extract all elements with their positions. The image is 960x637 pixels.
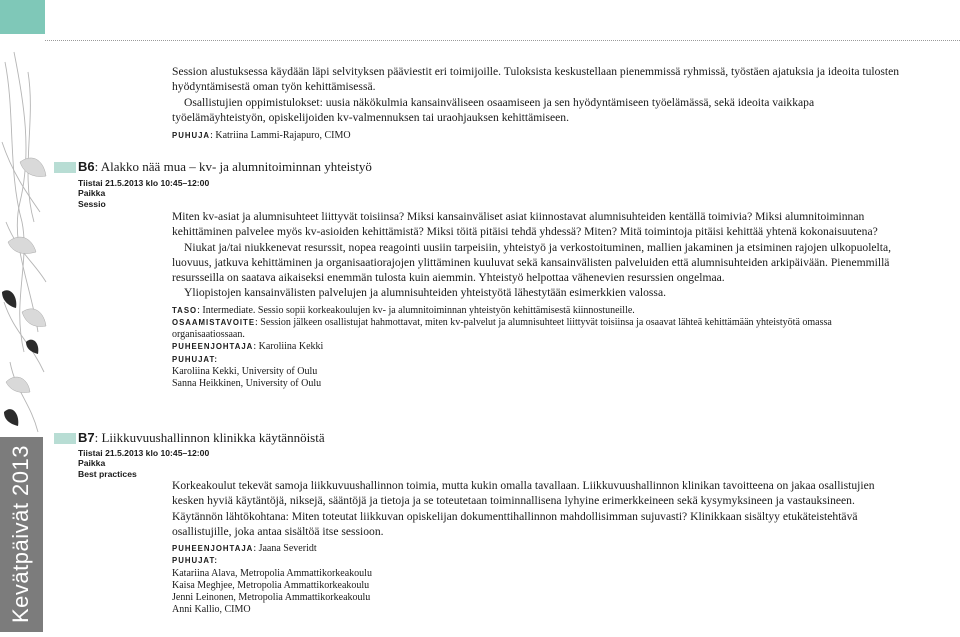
b6-type: Sessio xyxy=(78,198,106,209)
level-label: TASO xyxy=(172,305,198,315)
speaker-label: PUHUJA xyxy=(172,131,211,141)
intro-section xyxy=(172,64,900,142)
goals-label: OSAAMISTAVOITE xyxy=(172,317,256,327)
b7-meta xyxy=(78,448,209,479)
b7-place: Paikka xyxy=(78,458,106,469)
b7-speaker-3: Jenni Leinonen, Metropolia Ammattikorkeakoulu xyxy=(172,592,371,603)
top-divider xyxy=(45,40,960,41)
b6-speaker-1: Karoliina Kekki, University of Oulu xyxy=(172,365,318,377)
b6-title-text: : Alakko nää mua – kv- ja alumnitoiminnan yhteistyö xyxy=(94,159,372,174)
b6-content xyxy=(172,209,900,390)
b7-speaker-1: Katariina Alava, Metropolia Ammattikorkeakoulu xyxy=(172,567,372,579)
speaker-name: : Katriina Lammi-Rajapuro, CIMO xyxy=(210,130,351,142)
chair-name: : Karoliina Kekki xyxy=(253,341,324,353)
intro-paragraph-2: Osallistujien oppimistulokset: uusia näkökulmia kansainväliseen osaamiseen ja sen hyödyntämiseen työelämässä, sekä ideoita vaikkapa työelämäyhteistyön, opiskelijoiden kv-valmennuksen tai uraohjauksen kehittämiseen. xyxy=(172,95,815,124)
b7-title-text: : Liikkuvuushallinnon klinikka käytännöistä xyxy=(94,430,325,445)
b7-code: B7 xyxy=(78,430,95,445)
b6-speaker-2: Sanna Heikkinen, University of Oulu xyxy=(172,378,322,389)
b7-speaker-4: Anni Kallio, CIMO xyxy=(172,604,251,616)
b6-marker xyxy=(54,162,76,173)
b6-time: Tiistai 21.5.2013 klo 10:45–12:00 xyxy=(78,178,210,188)
b6-place: Paikka xyxy=(78,188,106,199)
level-text: : Intermediate. Sessio sopii korkeakoulujen kv- ja alumnitoiminnan yhteistyön kehittämisestä kiinnostuneille. xyxy=(197,304,635,316)
intro-paragraph-1: Session alustuksessa käydään läpi selvityksen pääviestit eri toimijoille. Tuloksista keskustellaan pienemmissä ryhmissä, työstäen ajatuksia ja ideoita tulosten hyödyntämisestä oman työn kehittämisessä. xyxy=(172,65,900,94)
goals-text: : Session jälkeen osallistujat hahmottavat, miten kv-palvelut ja alumnisuhteet liittyvät toisiinsa ja osaavat lähteä kehittämään yhteistyötä omassa organisaatiossaan. xyxy=(172,316,832,341)
b6-goals xyxy=(172,317,900,341)
sidebar-title: Kevätpäivät 2013 xyxy=(8,444,33,624)
b7-speakers-label: PUHUJAT: xyxy=(172,556,218,566)
b6-meta xyxy=(78,178,209,209)
b7-chair xyxy=(172,543,900,555)
b7-marker xyxy=(54,433,76,444)
b7-paragraph-1: Korkeakoulut tekevät samoja liikkuvuushallinnon toimia, mutta kukin omalla tavallaan. Liikkuvuushallinnon klinikan tavoitteena on jakaa osallistujien kesken hyviä käytäntöjä, niksejä, sääntöjä ja tietoja ja se toteutetaan toiminnallisena lyhyine erimerkkeineen sekä kysymyksineen ja vastauksineen. Käytännön lähtökohtana: Miten toteutat liikkuvan opiskelijan dokumenttihallinnon mahdollisimman sujuvasti? Klinikkaan sisältyy etukäteistehtävä osallistujille, joka antaa sisältöä itse sessioon. xyxy=(172,479,875,538)
b7-title xyxy=(78,430,325,446)
b6-paragraph-1: Miten kv-asiat ja alumnisuhteet liittyvät toisiinsa? Miksi kansainväliset asiat kiinnostavat alumnisuhteiden kentällä toimivia? Miksi alumnitoiminnan kehittäminen palvelee myös kv-asioiden kehittämistä? Miksi töitä pitäisi tehdä yhdessä? Miten? Mitä toimintoja pitäisi kehittää yhtenä kokonaisuutena? xyxy=(172,210,878,239)
b6-paragraph-2: Niukat ja/tai niukkenevat resurssit, nopea reagointi uusiin tarpeisiin, yhteistyö ja verkostoituminen, mallien jakaminen ja etsiminen rajojen ulkopuolelta, luovuus, jatkuva kehittäminen ja organisaatiorajojen ylittäminen kuuluvat sekä kansainvälisten palveluiden että alumnisuhteiden arkipäivään. Pienemmillä resursseilla on saatava aikaiseksi enemmän tulosta kuin aiemmin. Yhteistyö helpottaa vähenevien resurssien ongelmaa. xyxy=(172,240,892,285)
b6-code: B6 xyxy=(78,159,95,174)
b7-chair-label: PUHEENJOHTAJA xyxy=(172,544,254,554)
b7-type: Best practices xyxy=(78,468,137,479)
b7-chair-name: : Jaana Severidt xyxy=(253,543,317,555)
b6-level xyxy=(172,305,900,317)
b6-chair xyxy=(172,341,900,353)
chair-label: PUHEENJOHTAJA xyxy=(172,342,254,352)
intro-speaker xyxy=(172,130,900,142)
b6-title xyxy=(78,159,372,175)
b6-speakers-label: PUHUJAT: xyxy=(172,354,218,364)
b6-paragraph-3: Yliopistojen kansainvälisten palvelujen ja alumnisuhteiden yhteistyötä lähestytään esimerkkien valossa. xyxy=(184,286,666,300)
b7-time: Tiistai 21.5.2013 klo 10:45–12:00 xyxy=(78,448,210,458)
corner-accent xyxy=(0,0,45,34)
b7-content xyxy=(172,478,900,616)
b7-speaker-2: Kaisa Meghjee, Metropolia Ammattikorkeakoulu xyxy=(172,579,370,591)
